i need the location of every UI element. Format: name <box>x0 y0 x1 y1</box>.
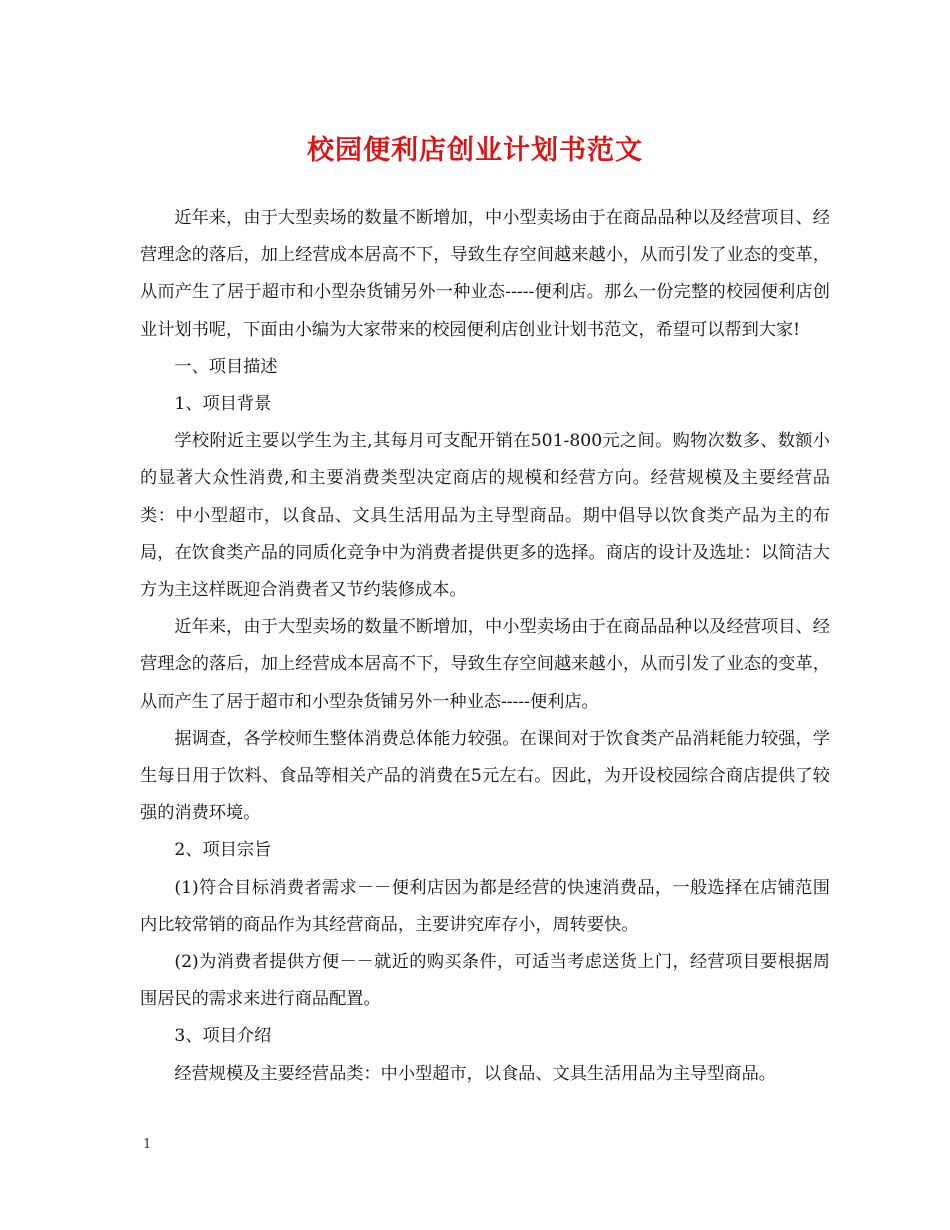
paragraph-survey: 据调查，各学校师生整体消费总体能力较强。在课间对于饮食类产品消耗能力较强，学生每日用于饮料、食品等相关产品的消费在5元左右。因此，为开设校园综合商店提供了较强的消费环境。 <box>140 728 830 824</box>
heading-project-description: 一、项目描述 <box>174 356 278 377</box>
heading-project-background: 1、项目背景 <box>174 394 272 415</box>
page-number: 1 <box>143 1137 152 1152</box>
heading-project-purpose: 2、项目宗旨 <box>174 840 272 861</box>
paragraph-purpose-2: (2)为消费者提供方便－－就近的购买条件，可适当考虑送货上门，经营项目要根据周围居民的需求来进行商品配置。 <box>140 952 830 1010</box>
paragraph-market-change: 近年来，由于大型卖场的数量不断增加，中小型卖场由于在商品品种以及经营项目、经营理念的落后，加上经营成本居高不下，导致生存空间越来越小，从而引发了业态的变革，从而产生了居于超市和小型杂货铺另外一种业态-----便利店。 <box>140 617 830 712</box>
paragraph-introduction: 经营规模及主要经营品类：中小型超市，以食品、文具生活用品为主导型商品。 <box>174 1063 776 1084</box>
document-body <box>140 200 830 1093</box>
paragraph-purpose-1: (1)符合目标消费者需求－－便利店因为都是经营的快速消费品，一般选择在店铺范围内比较常销的商品作为其经营商品，主要讲究库存小，周转要快。 <box>140 877 830 935</box>
paragraph-intro: 近年来，由于大型卖场的数量不断增加，中小型卖场由于在商品品种以及经营项目、经营理念的落后，加上经营成本居高不下，导致生存空间越来越小，从而引发了业态的变革，从而产生了居于超市和小型杂货铺另外一种业态-----便利店。那么一份完整的校园便利店创业计划书呢，下面由小编为大家带来的校园便利店创业计划书范文，希望可以帮到大家! <box>140 208 830 340</box>
paragraph-background: 学校附近主要以学生为主,其每月可支配开销在501-800元之间。购物次数多、数额小的显著大众性消费,和主要消费类型决定商店的规模和经营方向。经营规模及主要经营品类：中小型超市，以食品、文具生活用品为主导型商品。期中倡导以饮食类产品为主的布局，在饮食类产品的同质化竞争中为消费者提供更多的选择。商店的设计及选址：以简洁大方为主这样既迎合消费者又节约装修成本。 <box>140 431 830 601</box>
heading-project-introduction: 3、项目介绍 <box>174 1026 272 1047</box>
document-title: 校园便利店创业计划书范文 <box>307 135 643 166</box>
